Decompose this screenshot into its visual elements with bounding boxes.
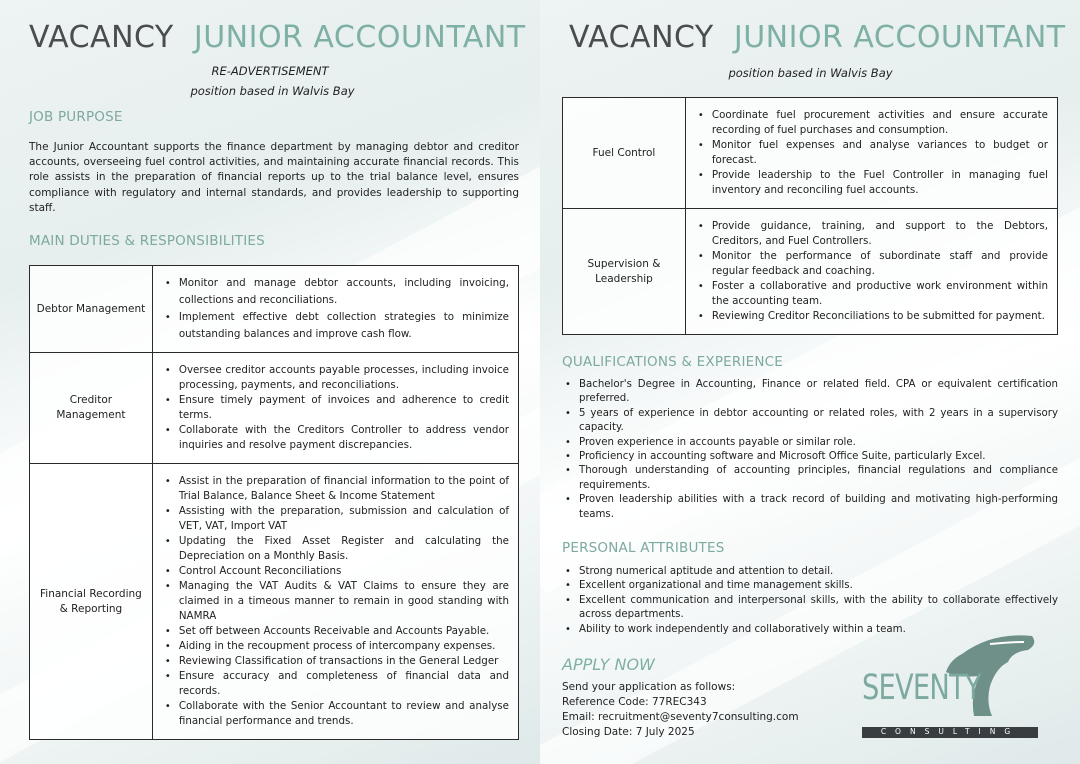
duty-items <box>152 266 518 353</box>
list-item: • Reviewing Classification of transactions in the General Ledger <box>162 654 509 669</box>
duty-category: Fuel Control <box>563 98 686 209</box>
application-email[interactable]: Email: recruitment@seventy7consulting.com <box>562 711 799 723</box>
job-purpose-heading: JOB PURPOSE <box>29 109 123 125</box>
page-title <box>29 20 526 55</box>
qualifications-list <box>562 378 1058 522</box>
readvertisement-label: RE-ADVERTISEMENT <box>211 64 329 78</box>
list-item: • 5 years of experience in debtor accounting or related roles, with 2 years in a supervisory capacity. <box>562 407 1058 436</box>
apply-now-heading: APPLY NOW <box>562 655 655 674</box>
title-position: JUNIOR ACCOUNTANT <box>193 20 526 55</box>
location-label: position based in Walvis Bay <box>728 66 893 80</box>
page-title <box>569 20 1066 55</box>
company-logo <box>862 632 1042 742</box>
duties-table-continued <box>562 97 1058 335</box>
title-vacancy: VACANCY <box>29 20 174 55</box>
qualifications-heading: QUALIFICATIONS & EXPERIENCE <box>562 354 784 370</box>
duty-items <box>685 98 1057 209</box>
closing-date: Closing Date: 7 July 2025 <box>562 726 695 738</box>
list-item: • Provide guidance, training, and support to the Debtors, Creditors, and Fuel Controllers. <box>695 219 1048 249</box>
list-item: • Control Account Reconciliations <box>162 564 509 579</box>
duty-items <box>685 209 1057 335</box>
table-row <box>30 266 519 353</box>
list-item: • Assist in the preparation of financial information to the point of Trial Balance, Balance Sheet & Income Statement <box>162 474 509 504</box>
location-label: position based in Walvis Bay <box>190 84 355 98</box>
list-item: • Updating the Fixed Asset Register and calculating the Depreciation on a Monthly Basis. <box>162 534 509 564</box>
list-item: • Collaborate with the Senior Accountant to review and analyse financial performance and trends. <box>162 699 509 729</box>
list-item: • Excellent organizational and time management skills. <box>562 579 1058 593</box>
list-item: • Thorough understanding of accounting principles, financial regulations and compliance requirements. <box>562 464 1058 493</box>
attributes-list <box>562 565 1058 637</box>
list-item: • Proficiency in accounting software and Microsoft Office Suite, particularly Excel. <box>562 450 1058 464</box>
list-item: • Set off between Accounts Receivable and Accounts Payable. <box>162 624 509 639</box>
duty-category: Debtor Management <box>30 266 153 353</box>
title-vacancy: VACANCY <box>569 20 714 55</box>
logo-brand-text: SEVENTY <box>862 668 981 708</box>
list-item: • Strong numerical aptitude and attention to detail. <box>562 565 1058 579</box>
list-item: • Aiding in the recoupment process of intercompany expenses. <box>162 639 509 654</box>
duties-heading: MAIN DUTIES & RESPONSIBILITIES <box>29 233 265 249</box>
table-row <box>563 98 1058 209</box>
list-item: • Implement effective debt collection strategies to minimize outstanding balances and improve cash flow. <box>162 309 509 343</box>
job-purpose-text: The Junior Accountant supports the finance department by managing debtor and creditor accounts, overseeing fuel control activities, and maintaining accurate financial records. This role assists in the preparation of financial reports up to the trial balance level, ensures compliance with regulatory and internal standards, and provides leadership to supporting staff. <box>29 141 519 214</box>
logo-subtext: CONSULTING <box>862 727 1038 738</box>
apply-instructions: Send your application as follows: <box>562 681 736 693</box>
list-item: • Provide leadership to the Fuel Controller in managing fuel inventory and reconciling fuel accounts. <box>695 168 1048 198</box>
title-position: JUNIOR ACCOUNTANT <box>733 20 1066 55</box>
list-item: • Ensure timely payment of invoices and adherence to credit terms. <box>162 393 509 423</box>
list-item: • Assisting with the preparation, submission and calculation of VET, VAT, Import VAT <box>162 504 509 534</box>
duty-items <box>152 353 518 464</box>
list-item: • Proven leadership abilities with a track record of building and motivating high-performing teams. <box>562 493 1058 522</box>
duty-items <box>152 464 518 740</box>
list-item: • Monitor and manage debtor accounts, including invoicing, collections and reconciliations. <box>162 275 509 309</box>
list-item: • Reviewing Creditor Reconciliations to be submitted for payment. <box>695 309 1048 324</box>
list-item: • Bachelor's Degree in Accounting, Finance or related field. CPA or equivalent certification preferred. <box>562 378 1058 407</box>
list-item: • Proven experience in accounts payable or similar role. <box>562 436 1058 450</box>
duty-category: Supervision & Leadership <box>563 209 686 335</box>
list-item: • Monitor fuel expenses and analyse variances to budget or forecast. <box>695 138 1048 168</box>
table-row <box>30 353 519 464</box>
list-item: • Monitor the performance of subordinate staff and provide regular feedback and coaching. <box>695 249 1048 279</box>
table-row <box>563 209 1058 335</box>
list-item: • Collaborate with the Creditors Controller to address vendor inquiries and resolve payment discrepancies. <box>162 423 509 453</box>
duties-table <box>29 265 519 740</box>
list-item: • Ability to work independently and collaboratively within a team. <box>562 623 1058 637</box>
list-item: • Ensure accuracy and completeness of financial data and records. <box>162 669 509 699</box>
list-item: • Excellent communication and interpersonal skills, with the ability to collaborate effectively across departments. <box>562 594 1058 623</box>
list-item: • Coordinate fuel procurement activities and ensure accurate recording of fuel purchases and consumption. <box>695 108 1048 138</box>
right-page <box>540 0 1080 764</box>
table-row <box>30 464 519 740</box>
duty-category: Financial Recording & Reporting <box>30 464 153 740</box>
reference-code: Reference Code: 77REC343 <box>562 696 707 708</box>
list-item: • Foster a collaborative and productive work environment within the accounting team. <box>695 279 1048 309</box>
attributes-heading: PERSONAL ATTRIBUTES <box>562 540 725 556</box>
duty-category: Creditor Management <box>30 353 153 464</box>
list-item: • Managing the VAT Audits & VAT Claims to ensure they are claimed in a timeous manner to remain in good standing with NAMRA <box>162 579 509 624</box>
list-item: • Oversee creditor accounts payable processes, including invoice processing, payments, and reconciliations. <box>162 363 509 393</box>
